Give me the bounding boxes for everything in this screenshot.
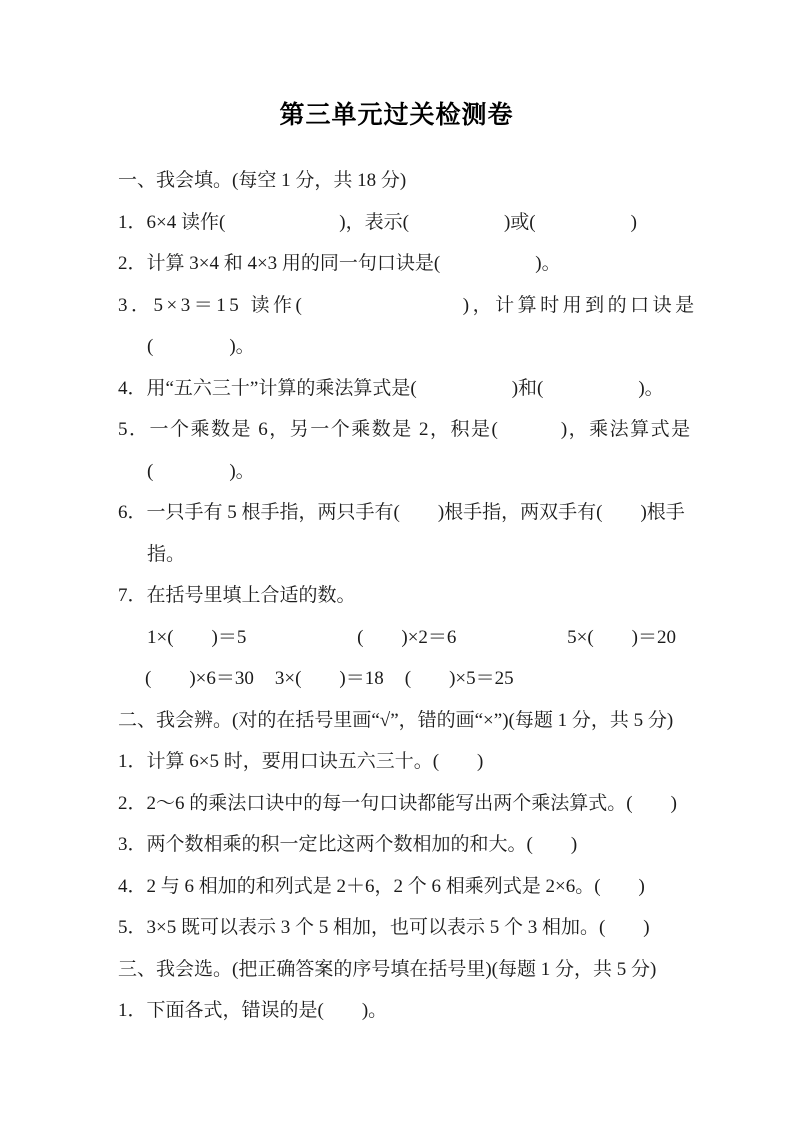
judge-item-1: 1．计算 6×5 时，要用口诀五六三十。( ) bbox=[118, 751, 484, 773]
judge-item-3: 3．两个数相乘的积一定比这两个数相加的和大。( ) bbox=[118, 834, 578, 856]
fill-item-4: 4．用“五六三十”计算的乘法算式是( )和( )。 bbox=[118, 377, 664, 399]
fill-item-1: 1．6×4 读作( )，表示( )或( ) bbox=[118, 211, 637, 233]
equation-1: 1×( )＝5 bbox=[147, 626, 247, 648]
fill-item-7: 7．在括号里填上合适的数。 bbox=[118, 585, 356, 607]
fill-item-3: 3．5×3＝15 读作( )，计算时用到的口诀是 bbox=[118, 294, 698, 316]
fill-item-5-continuation: ( )。 bbox=[147, 460, 255, 482]
equation-row-2 bbox=[118, 658, 676, 700]
section-two-heading: 二、我会辨。(对的在括号里画“√”，错的画“×”)(每题 1 分，共 5 分) bbox=[118, 709, 674, 731]
section-one-heading: 一、我会填。(每空 1 分，共 18 分) bbox=[118, 170, 407, 192]
equation-6: ( )×5＝25 bbox=[404, 668, 514, 690]
equation-row-1 bbox=[118, 617, 676, 659]
choice-item-1: 1．下面各式，错误的是( )。 bbox=[118, 1000, 388, 1022]
paper-content bbox=[118, 160, 698, 1032]
page-title: 第三单元过关检测卷 bbox=[279, 101, 514, 129]
judge-item-5: 5．3×5 既可以表示 3 个 5 相加，也可以表示 5 个 3 相加。( ) bbox=[118, 917, 650, 939]
fill-item-5: 5．一个乘数是 6，另一个乘数是 2，积是( )，乘法算式是 bbox=[118, 419, 692, 441]
equation-2: ( )×2＝6 bbox=[357, 626, 457, 648]
fill-item-6-continuation: 指。 bbox=[147, 543, 186, 565]
equation-5: 3×( )＝18 bbox=[274, 668, 384, 690]
section-three-heading: 三、我会选。(把正确答案的序号填在括号里)(每题 1 分，共 5 分) bbox=[118, 958, 657, 980]
equation-4: ( )×6＝30 bbox=[145, 668, 254, 690]
fill-item-6: 6．一只手有 5 根手指，两只手有( )根手指，两双手有( )根手 bbox=[118, 502, 685, 524]
equation-3: 5×( )＝20 bbox=[567, 626, 676, 648]
judge-item-2: 2．2～6 的乘法口诀中的每一句口诀都能写出两个乘法算式。( ) bbox=[118, 792, 677, 814]
fill-item-3-continuation: ( )。 bbox=[147, 336, 255, 358]
judge-item-4: 4．2 与 6 相加的和列式是 2＋6，2 个 6 相乘列式是 2×6。( ) bbox=[118, 875, 645, 897]
fill-item-2: 2．计算 3×4 和 4×3 用的同一句口诀是( )。 bbox=[118, 253, 561, 275]
